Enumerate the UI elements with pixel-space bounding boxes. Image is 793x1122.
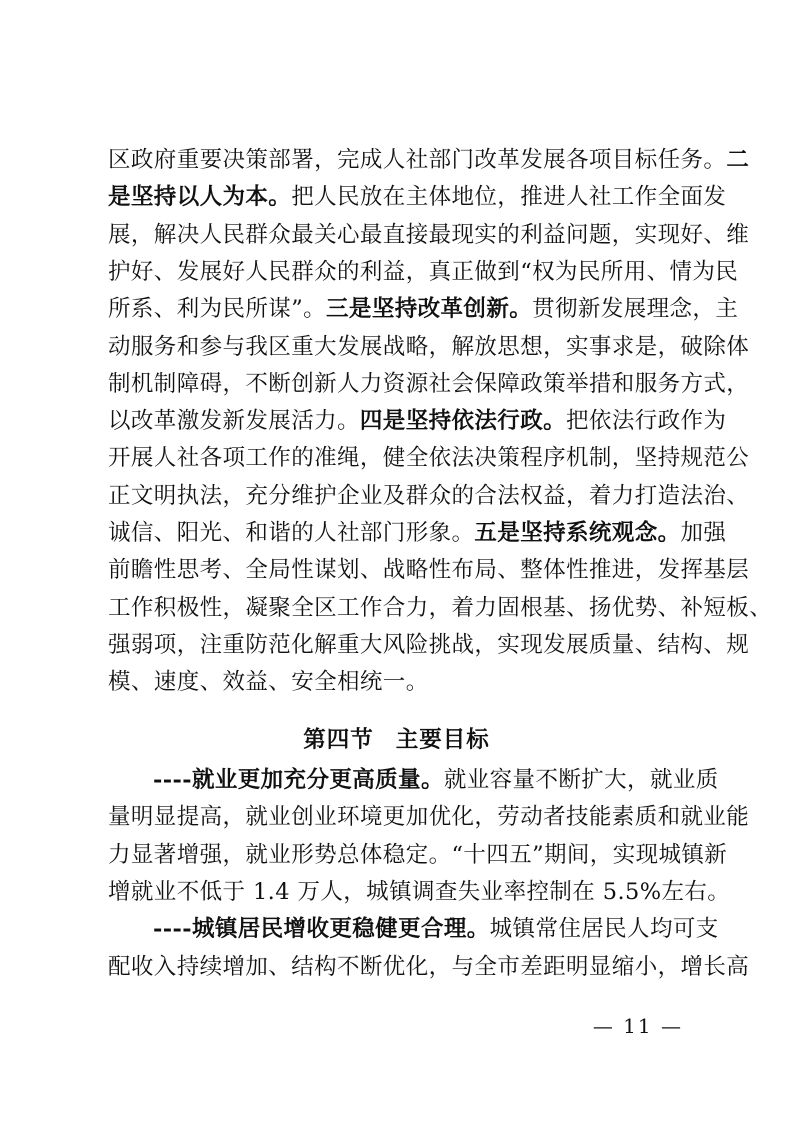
bold-text: 五是坚持系统观念。 [474,520,681,546]
section-heading [0,722,793,758]
text-run: 前瞻性思考、全局性谋划、战略性布局、整体性推进，发挥基层 [108,557,750,584]
bold-text: ----城镇居民增收更稳健更合理。 [153,916,490,943]
text-line [108,515,727,551]
text-line [108,478,750,514]
text-run: 正文明执法，充分维护企业及群众的合法权益，着力打造法治、 [108,482,750,509]
text-line [108,590,773,626]
section-title: 主要目标 [395,727,490,753]
text-line [108,217,750,253]
text-run: 加强 [680,520,727,546]
text-run: 护好、发展好人民群众的利益，真正做到“权为民所用、情为民 [108,258,739,285]
text-run: 就业容量不断扩大，就业质 [443,767,719,793]
section-number: 第四节 [303,727,374,753]
text-line [108,949,750,985]
text-line [108,799,750,835]
text-line [108,837,728,873]
text-run: 动服务和参与我区重大发展战略，解放思想，实事求是，破除体 [108,333,750,360]
bold-text: 四是坚持依法行政。 [359,408,567,435]
text-run: 诚信、阳光、和谐的人社部门形象。 [108,520,475,546]
bold-text: 二 [726,147,750,173]
text-line [108,403,727,439]
text-run: 配收入持续增加、结构不断优化，与全市差距明显缩小，增长高 [108,953,750,980]
text-line [153,911,719,947]
text-run: 模、速度、效益、安全相统一。 [108,669,429,696]
text-run: 量明显提高，就业创业环境更加优化，劳动者技能素质和就业能 [108,804,750,831]
text-line [108,291,739,327]
text-line [108,179,727,215]
bold-text: 三是坚持改革创新。 [326,296,533,323]
text-run: 区政府重要决策部署，完成人社部门改革发展各项目标任务。 [108,147,727,173]
text-run: 所系、利为民所谋”。 [108,296,327,323]
text-run: 贯彻新发展理念，主 [532,296,739,323]
text-run: 强弱项，注重防范化解重大风险挑战，实现发展质量、结构、规 [108,631,750,658]
text-line [108,366,750,402]
text-run: 增就业不低于 1.4 万人，城镇调查失业率控制在 5.5%左右。 [108,878,731,905]
page-number: — 11 — [592,1014,683,1038]
text-line [108,329,750,365]
text-line [108,142,750,178]
text-line [108,627,750,663]
text-line [108,440,750,476]
bold-text: ----就业更加充分更高质量。 [153,767,444,793]
text-run: 工作积极性，凝聚全区工作合力，着力固根基、扬优势、补短板、 [108,594,773,621]
text-run: 把依法行政作为 [566,408,727,435]
text-run: 把人民放在主体地位，推进人社工作全面发 [291,184,727,211]
text-run: 开展人社各项工作的准绳，健全依法决策程序机制，坚持规范公 [108,445,750,472]
text-run: 城镇常住居民人均可支 [489,916,719,943]
text-run: 以改革激发新发展活力。 [108,408,360,435]
text-line [108,664,693,700]
text-line [108,254,739,290]
text-line [108,874,731,910]
text-run: 展，解决人民群众最关心最直接最现实的利益问题，实现好、维 [108,221,750,248]
text-run: 力显著增强，就业形势总体稳定。“十四五”期间，实现城镇新 [108,841,728,868]
text-line [153,762,719,798]
bold-text: 是坚持以人为本。 [108,184,292,211]
text-line [108,552,750,588]
text-run: 制机制障碍，不断创新人力资源社会保障政策举措和服务方式， [108,370,750,397]
